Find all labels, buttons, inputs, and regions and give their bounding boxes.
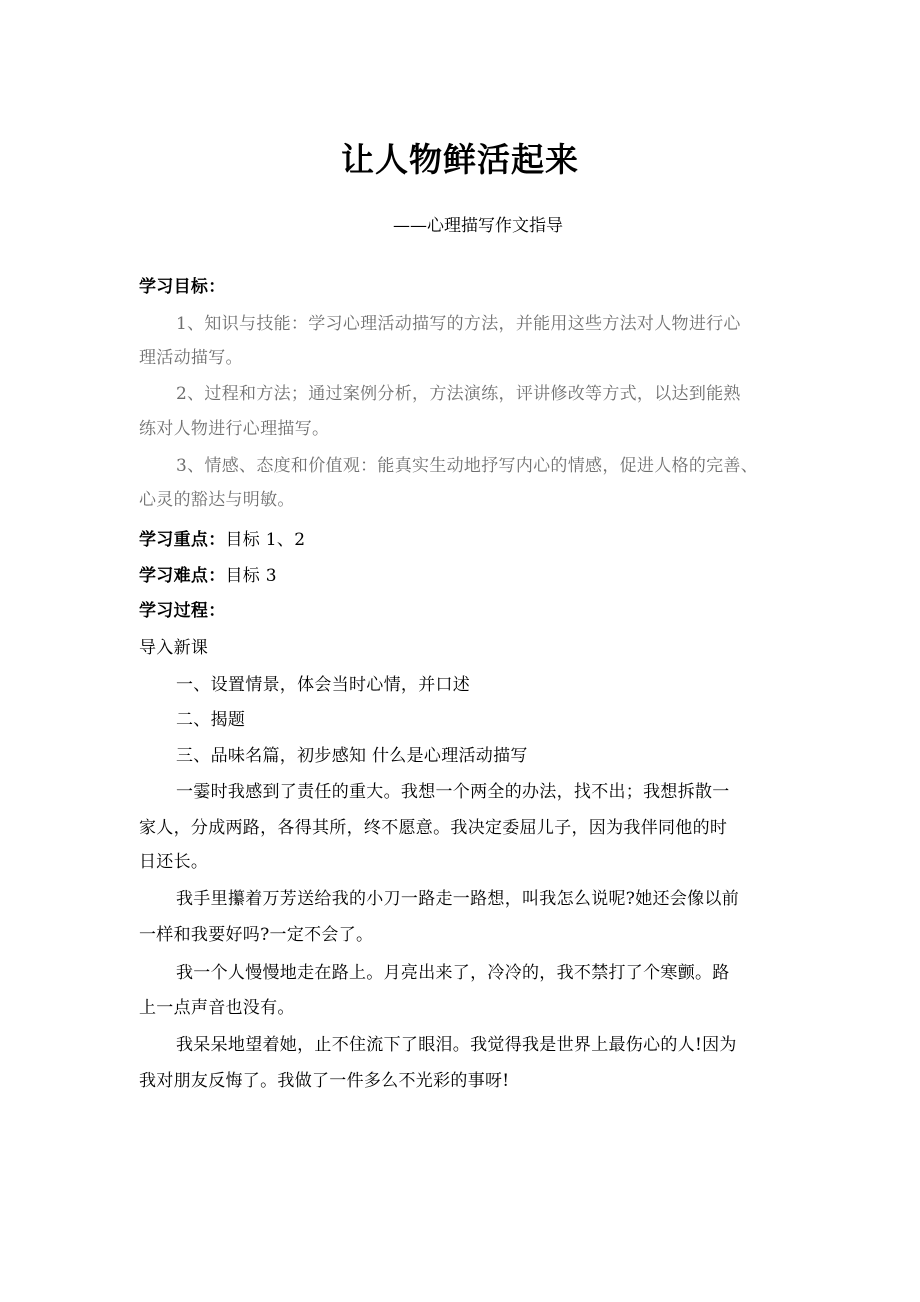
process-step-3: 三、品味名篇，初步感知 什么是心理活动描写 — [176, 746, 528, 766]
process-heading: 学习过程： — [139, 601, 226, 621]
example-4-line-1: 我呆呆地望着她，止不住流下了眼泪。我觉得我是世界上最伤心的人!因为 — [176, 1035, 737, 1055]
goal-2-line-1: 2、过程和方法；通过案例分析，方法演练，评讲修改等方式，以达到能熟 — [176, 384, 741, 404]
goal-3-line-1: 3、情感、态度和价值观：能真实生动地抒写内心的情感，促进人格的完善、 — [176, 456, 759, 476]
goal-3-line-2: 心灵的豁达与明敏。 — [139, 490, 295, 510]
process-intro: 导入新课 — [139, 638, 209, 658]
key-point-label: 学习重点： — [139, 530, 226, 550]
example-1-line-1: 一霎时我感到了责任的重大。我想一个两全的办法，找不出；我想拆散一 — [176, 782, 730, 802]
goals-heading: 学习目标： — [139, 277, 226, 297]
document-subtitle: ——心理描写作文指导 — [393, 216, 563, 236]
example-4-line-2: 我对朋友反悔了。我做了一件多么不光彩的事呀! — [139, 1071, 510, 1091]
process-step-1: 一、设置情景，体会当时心情，并口述 — [176, 675, 471, 695]
goal-1-line-1: 1、知识与技能：学习心理活动描写的方法，并能用这些方法对人物进行心 — [176, 314, 741, 334]
document-title: 让人物鲜活起来 — [341, 140, 579, 179]
goal-1-line-2: 理活动描写。 — [139, 348, 243, 368]
example-2-line-2: 一样和我要好吗?一定不会了。 — [139, 925, 374, 945]
example-1-line-3: 日还长。 — [139, 852, 209, 872]
example-3-line-1: 我一个人慢慢地走在路上。月亮出来了，冷冷的，我不禁打了个寒颤。路 — [176, 963, 730, 983]
difficulty-point — [139, 562, 277, 590]
key-point-value: 目标 1、2 — [225, 530, 306, 550]
difficulty-label: 学习难点： — [139, 566, 226, 586]
difficulty-value: 目标 3 — [225, 566, 277, 586]
process-step-2: 二、揭题 — [176, 710, 246, 730]
example-1-line-2: 家人，分成两路，各得其所，终不愿意。我决定委屈儿子，因为我伴同他的时 — [139, 818, 728, 838]
example-3-line-2: 上一点声音也没有。 — [139, 998, 295, 1018]
example-2-line-1: 我手里攥着万芳送给我的小刀一路走一路想，叫我怎么说呢?她还会像以前 — [176, 889, 740, 909]
goal-2-line-2: 练对人物进行心理描写。 — [139, 419, 330, 439]
key-point — [139, 526, 305, 554]
